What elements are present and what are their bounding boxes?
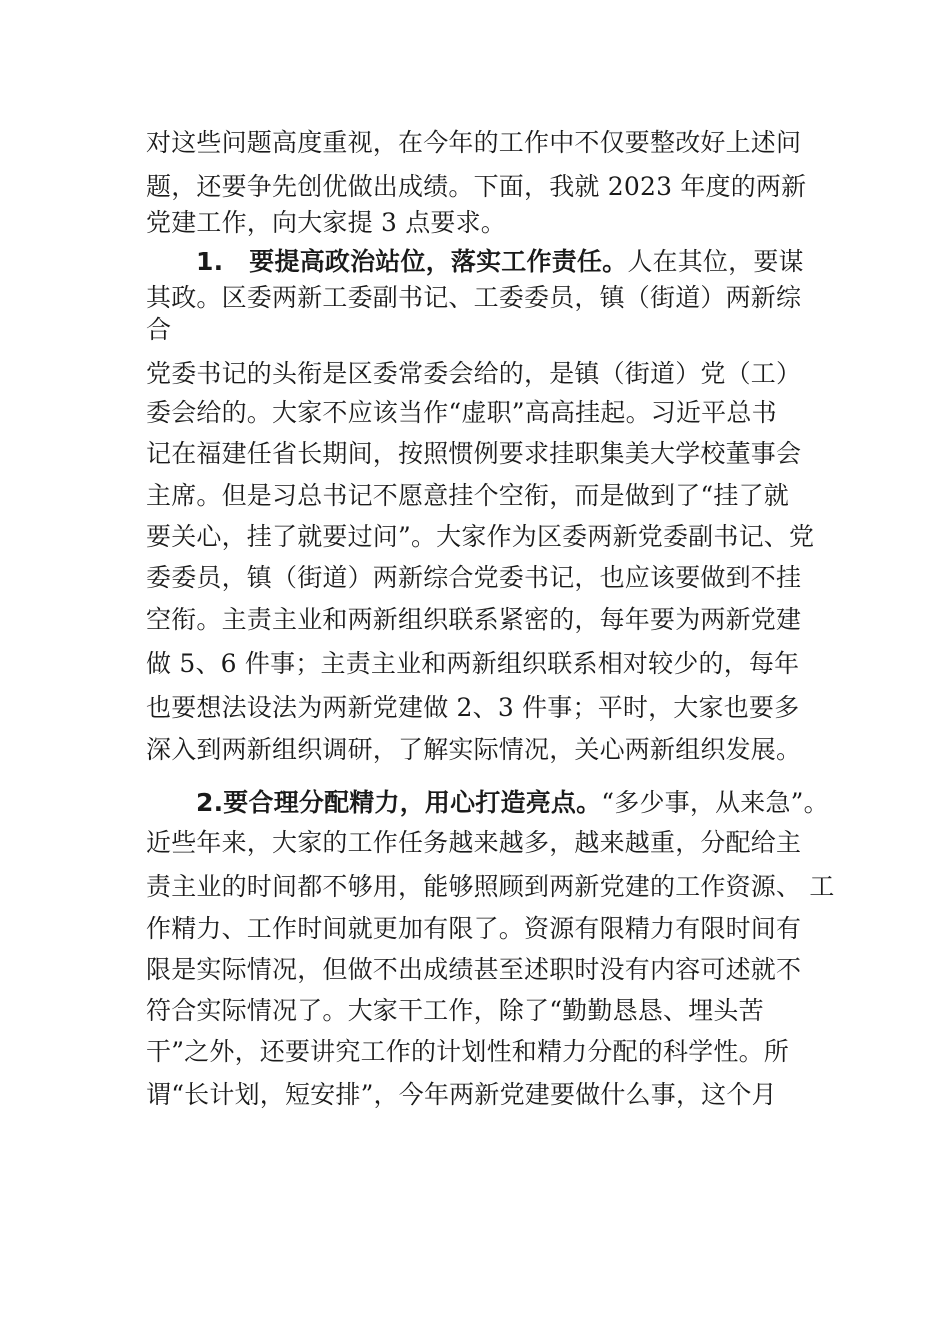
point-2-text: “多少事，从来急”。 xyxy=(601,788,829,817)
body-line: 谓“长计划，短安排”，今年两新党建要做什么事，这个月 xyxy=(146,1080,777,1109)
point-2-heading: 2.要合理分配精力，用心打造亮点。 xyxy=(196,788,602,817)
body-line: 符合实际情况了。大家干工作，除了“勤勤恳恳、埋头苦 xyxy=(146,996,764,1025)
body-line: 题，还要争先创优做出成绩。下面，我就 2023 年度的两新 xyxy=(146,172,807,201)
body-line: 其政。区委两新工委副书记、工委委员，镇（街道）两新综 xyxy=(146,283,802,312)
body-line: 要关心，挂了就要过问”。大家作为区委两新党委副书记、党 xyxy=(146,522,815,551)
body-line: 委会给的。大家不应该当作“虚职”高高挂起。习近平总书 xyxy=(146,398,777,427)
body-line: 作精力、工作时间就更加有限了。资源有限精力有限时间有 xyxy=(146,914,802,943)
body-line: 记在福建任省长期间，按照惯例要求挂职集美大学校董事会 xyxy=(146,439,802,468)
body-line: 近些年来，大家的工作任务越来越多，越来越重，分配给主 xyxy=(146,828,802,857)
point-1-text: 人在其位，要谋 xyxy=(627,247,804,276)
body-line: 主席。但是习总书记不愿意挂个空衔，而是做到了“挂了就 xyxy=(146,481,789,510)
body-line: 党委书记的头衔是区委常委会给的，是镇（街道）党（工） xyxy=(146,359,802,388)
body-line: 对这些问题高度重视，在今年的工作中不仅要整改好上述问 xyxy=(146,128,802,157)
point-1-number: 1. xyxy=(196,247,224,276)
body-line: 委委员，镇（街道）两新综合党委书记，也应该要做到不挂 xyxy=(146,563,802,592)
body-line: 深入到两新组织调研，了解实际情况，关心两新组织发展。 xyxy=(146,735,802,764)
body-line: 也要想法设法为两新党建做 2、3 件事；平时，大家也要多 xyxy=(146,693,800,722)
body-line: 空衔。主责主业和两新组织联系紧密的，每年要为两新党建 xyxy=(146,605,802,634)
body-line: 干”之外，还要讲究工作的计划性和精力分配的科学性。所 xyxy=(146,1037,789,1066)
point-2-paragraph-start xyxy=(196,786,829,820)
body-line: 做 5、6 件事；主责主业和两新组织联系相对较少的，每年 xyxy=(146,649,800,678)
body-line: 党建工作，向大家提 3 点要求。 xyxy=(146,208,507,237)
body-line: 责主业的时间都不够用，能够照顾到两新党建的工作资源、 工 xyxy=(146,872,835,901)
point-1-paragraph-start xyxy=(196,245,804,279)
point-1-heading: 要提高政治站位，落实工作责任。 xyxy=(249,247,628,276)
body-line: 合 xyxy=(146,315,172,344)
body-line: 限是实际情况，但做不出成绩甚至述职时没有内容可述就不 xyxy=(146,955,802,984)
